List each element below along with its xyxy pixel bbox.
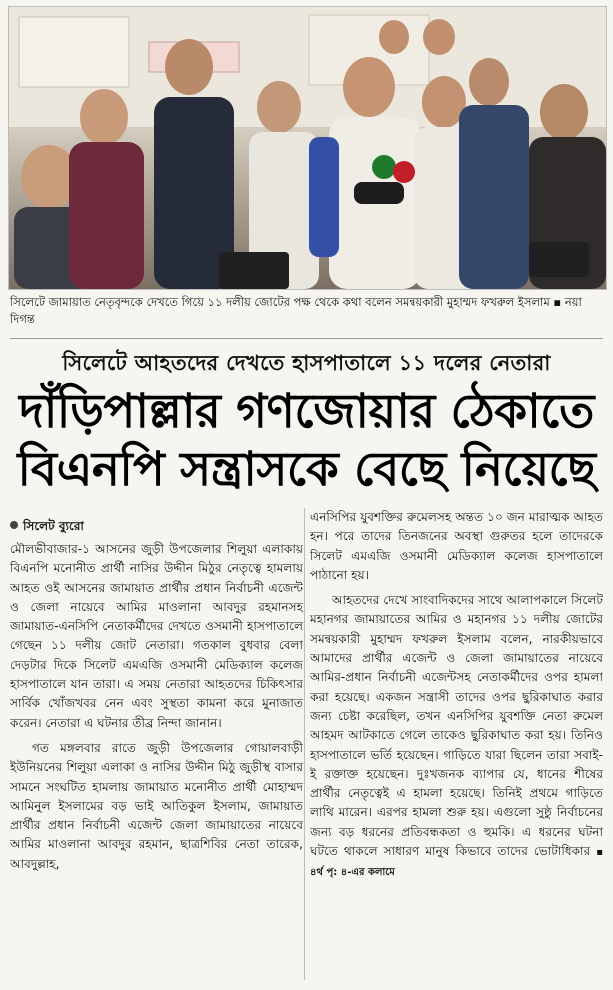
bullet-icon — [10, 521, 18, 529]
paragraph: এনসিপির যুবশক্তির রুমেলসহ অন্তত ১০ জন মারাত্মক আহত হন। পরে তাদের তিনজনের অবস্থা গুরুতর হলে তাদেরকে সিলেট এমএজি ওসমানী মেডিক্যাল কলেজ হাসপাতালে পাঠানো হয়। — [310, 510, 603, 582]
paragraph: মৌলভীবাজার-১ আসনের জুড়ী উপজেলার শিলুয়া এলাকায় বিএনপি মনোনীত প্রার্থী নাসির উদ্দীন মিঠুর নেতৃত্বে হামলায় আহত ওই আসনের জামায়াত প্রার্থীর প্রধান নির্বাচনী এজেন্ট ও জেলা নায়েবে আমির মাওলানা আবদুর রহমানসহ জামায়াত-এনসিপি নেতাকর্মীদের দেখতে ওসমানী হাসপাতালে গেছেন ১১ দলীয় জোট নেতারা। গতকাল বুধবার বেলা দেড়টার দিকে সিলেট এমএজি ওসমানী মেডিক্যাল কলেজ হাসপাতালে যান তারা। এ সময় নেতারা আহতদের চিকিৎসার সার্বিক খোঁজখবর নেন এবং সুস্থতা কামনা করে মুনাজাত করেন। নেতারা এ ঘটনার তীব্র নিন্দা জানান। — [10, 542, 303, 730]
caption-text: সিলেটে জামায়াত নেতৃবৃন্দকে দেখতে গিয়ে ১১ দলীয় জোটের পক্ষ থেকে কথা বলেন সমন্বয়কারী মুহাম্মদ ফখরুল ইসলাম — [10, 295, 550, 309]
article-column-right — [310, 508, 603, 985]
column-divider — [304, 508, 305, 980]
headline-line-2: বিএনপি সন্ত্রাসকে বেছে নিয়েছে — [17, 442, 596, 497]
byline — [10, 518, 84, 538]
caption-divider — [10, 338, 603, 339]
kicker-headline: সিলেটে আহতদের দেখতে হাসপাতালে ১১ দলের নেতারা — [62, 351, 551, 375]
paragraph — [310, 591, 603, 882]
news-photo — [8, 6, 607, 290]
headline-line-1: দাঁড়িপাল্লার গণজোয়ার ঠেকাতে — [19, 384, 594, 439]
caption-source: ▪ নয়া দিগন্ত — [10, 295, 582, 326]
paragraph: গত মঙ্গলবার রাতে জুড়ী উপজেলার গোয়ালবাড়ী ইউনিয়নের শিলুয়া এলাকা ও নাসির উদ্দীন মিঠু জুড়ীস্থ বাসার সামনে সংঘটিত হামলায় জামায়াত মনোনীত প্রার্থী মোহাম্মদ আমিনুল ইসলামের বড় ভাই আতিকুল ইসলাম, জামায়াত প্রার্থীর প্রধান নির্বাচনী এজেন্ট জেলা জামায়াতের নায়েবে আমির মাওলানা আবদুর রহমান, ছাত্রশিবির নেতা তারেক, আবদুল্লাহ, — [10, 740, 303, 871]
paragraph-text: আহতদের দেখে সাংবাদিকদের সাথে আলাপকালে সিলেট মহানগর জামায়াতের আমির ও মহানগর ১১ দলীয় জোটের সমন্বয়কারী মুহাম্মদ ফখরুল ইসলাম বলেন, নারকীয়ভাবে আমাদের প্রার্থীর এজেন্ট ও জেলা জামায়াতের নায়েবে আমির-প্রধান নির্বাচনী এজেন্টসহ নেতাকর্মীদের ওপর হামলা করা হয়েছে। একজন সন্ত্রাসী তাদের ওপর ছুরিকাঘাত করার জন্য চেষ্টা করেছিল, তখন এনসিপির যুবশক্তি নেতা রুমেল আহমদ আটকাতে গেলে তাকেও ছুরিকাঘাত করা হয়। তিনিও হাসপাতালে ভর্তি হয়েছেন। গাড়িতে যারা ছিলেন তারা সবাই-ই রক্তাক্ত হয়েছেন। দুঃখজনক ব্যাপার যে, ধানের শীষের প্রার্থীর নেতৃত্বেই এ হামলা হয়েছে। তিনিই প্রথমে গাড়িতে লাথি মারেন। এরপর হামলা শুরু হয়। এগুলো সুষ্ঠু নির্বাচনের জন্য বড় ধরনের প্রতিবন্ধকতা ও হুমকি। এ ধরনের ঘটনা ঘটতে থাকলে সাধারণ মানুষ কিভাবে তাদের ভোটাধিকার — [310, 593, 603, 859]
continuation-note: ▪ ৪র্থ পৃ: ৪-এর কলামে — [310, 847, 603, 879]
press-conference-illustration — [9, 7, 606, 289]
photo-caption — [10, 294, 603, 328]
article-column-left — [10, 540, 303, 985]
byline-text: সিলেট ব্যুরো — [23, 519, 84, 533]
